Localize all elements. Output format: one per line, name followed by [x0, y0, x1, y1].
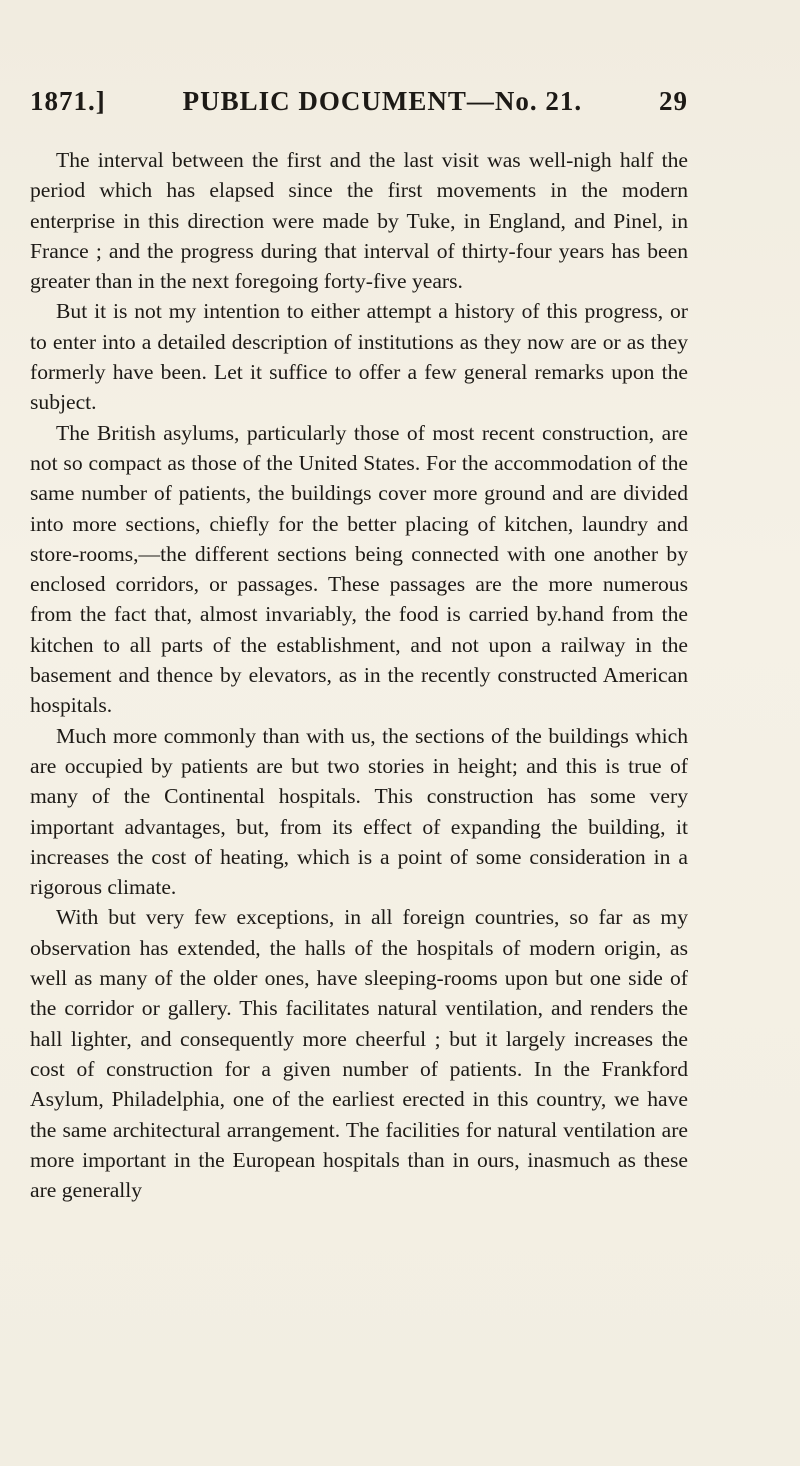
paragraph: But it is not my intention to either attempt a history of this progress, or to enter into a detailed description of institutions as they now are or as they formerly have been. Let it suffice to offer a few general remarks upon the subject.: [30, 299, 688, 415]
body-text: [30, 145, 688, 1205]
paragraph: The British asylums, particularly those of most recent construction, are not so compact as those of the United States. For the accommodation of the same number of patients, the buildings cover more ground and are divided into more sections, chiefly for the better placing of kitchen, laundry and store-rooms,—the different sections being connected with one another by enclosed corridors, or passages. These passages are the more numerous from the fact that, almost invariably, the food is carried by.hand from the kitchen to all parts of the establishment, and not upon a railway in the basement and thence by elevators, as in the recently constructed American hospitals.: [30, 420, 688, 718]
header-title: PUBLIC DOCUMENT—No. 21.: [182, 86, 583, 116]
paragraph: With but very few exceptions, in all foreign countries, so far as my observation has extended, the halls of the hospitals of modern origin, as well as many of the older ones, have sleeping-rooms upon but one side of the corridor or gallery. This facilitates natural ventilation, and renders the hall lighter, and consequently more cheerful ; but it largely increases the cost of construction for a given number of patients. In the Frankford Asylum, Philadelphia, one of the earliest erected in this country, we have the same architectural arrangement. The facilities for natural ventilation are more important in the European hospitals than in ours, inasmuch as these are generally: [30, 905, 688, 1203]
header-year: 1871.]: [30, 86, 106, 116]
running-header: [30, 86, 688, 126]
paragraph: The interval between the first and the last visit was well-nigh half the period which has elapsed since the first movements in the modern enterprise in this direction were made by Tuke, in England, and Pinel, in France ; and the progress during that interval of thirty-four years has been greater than in the next foregoing forty-five years.: [30, 148, 688, 294]
paragraph: Much more commonly than with us, the sections of the buildings which are occupied by patients are but two stories in height; and this is true of many of the Continental hospitals. This construction has some very important advantages, but, from its effect of expanding the building, it increases the cost of heating, which is a point of some consideration in a rigorous climate.: [30, 723, 688, 900]
page-number: 29: [658, 86, 688, 116]
